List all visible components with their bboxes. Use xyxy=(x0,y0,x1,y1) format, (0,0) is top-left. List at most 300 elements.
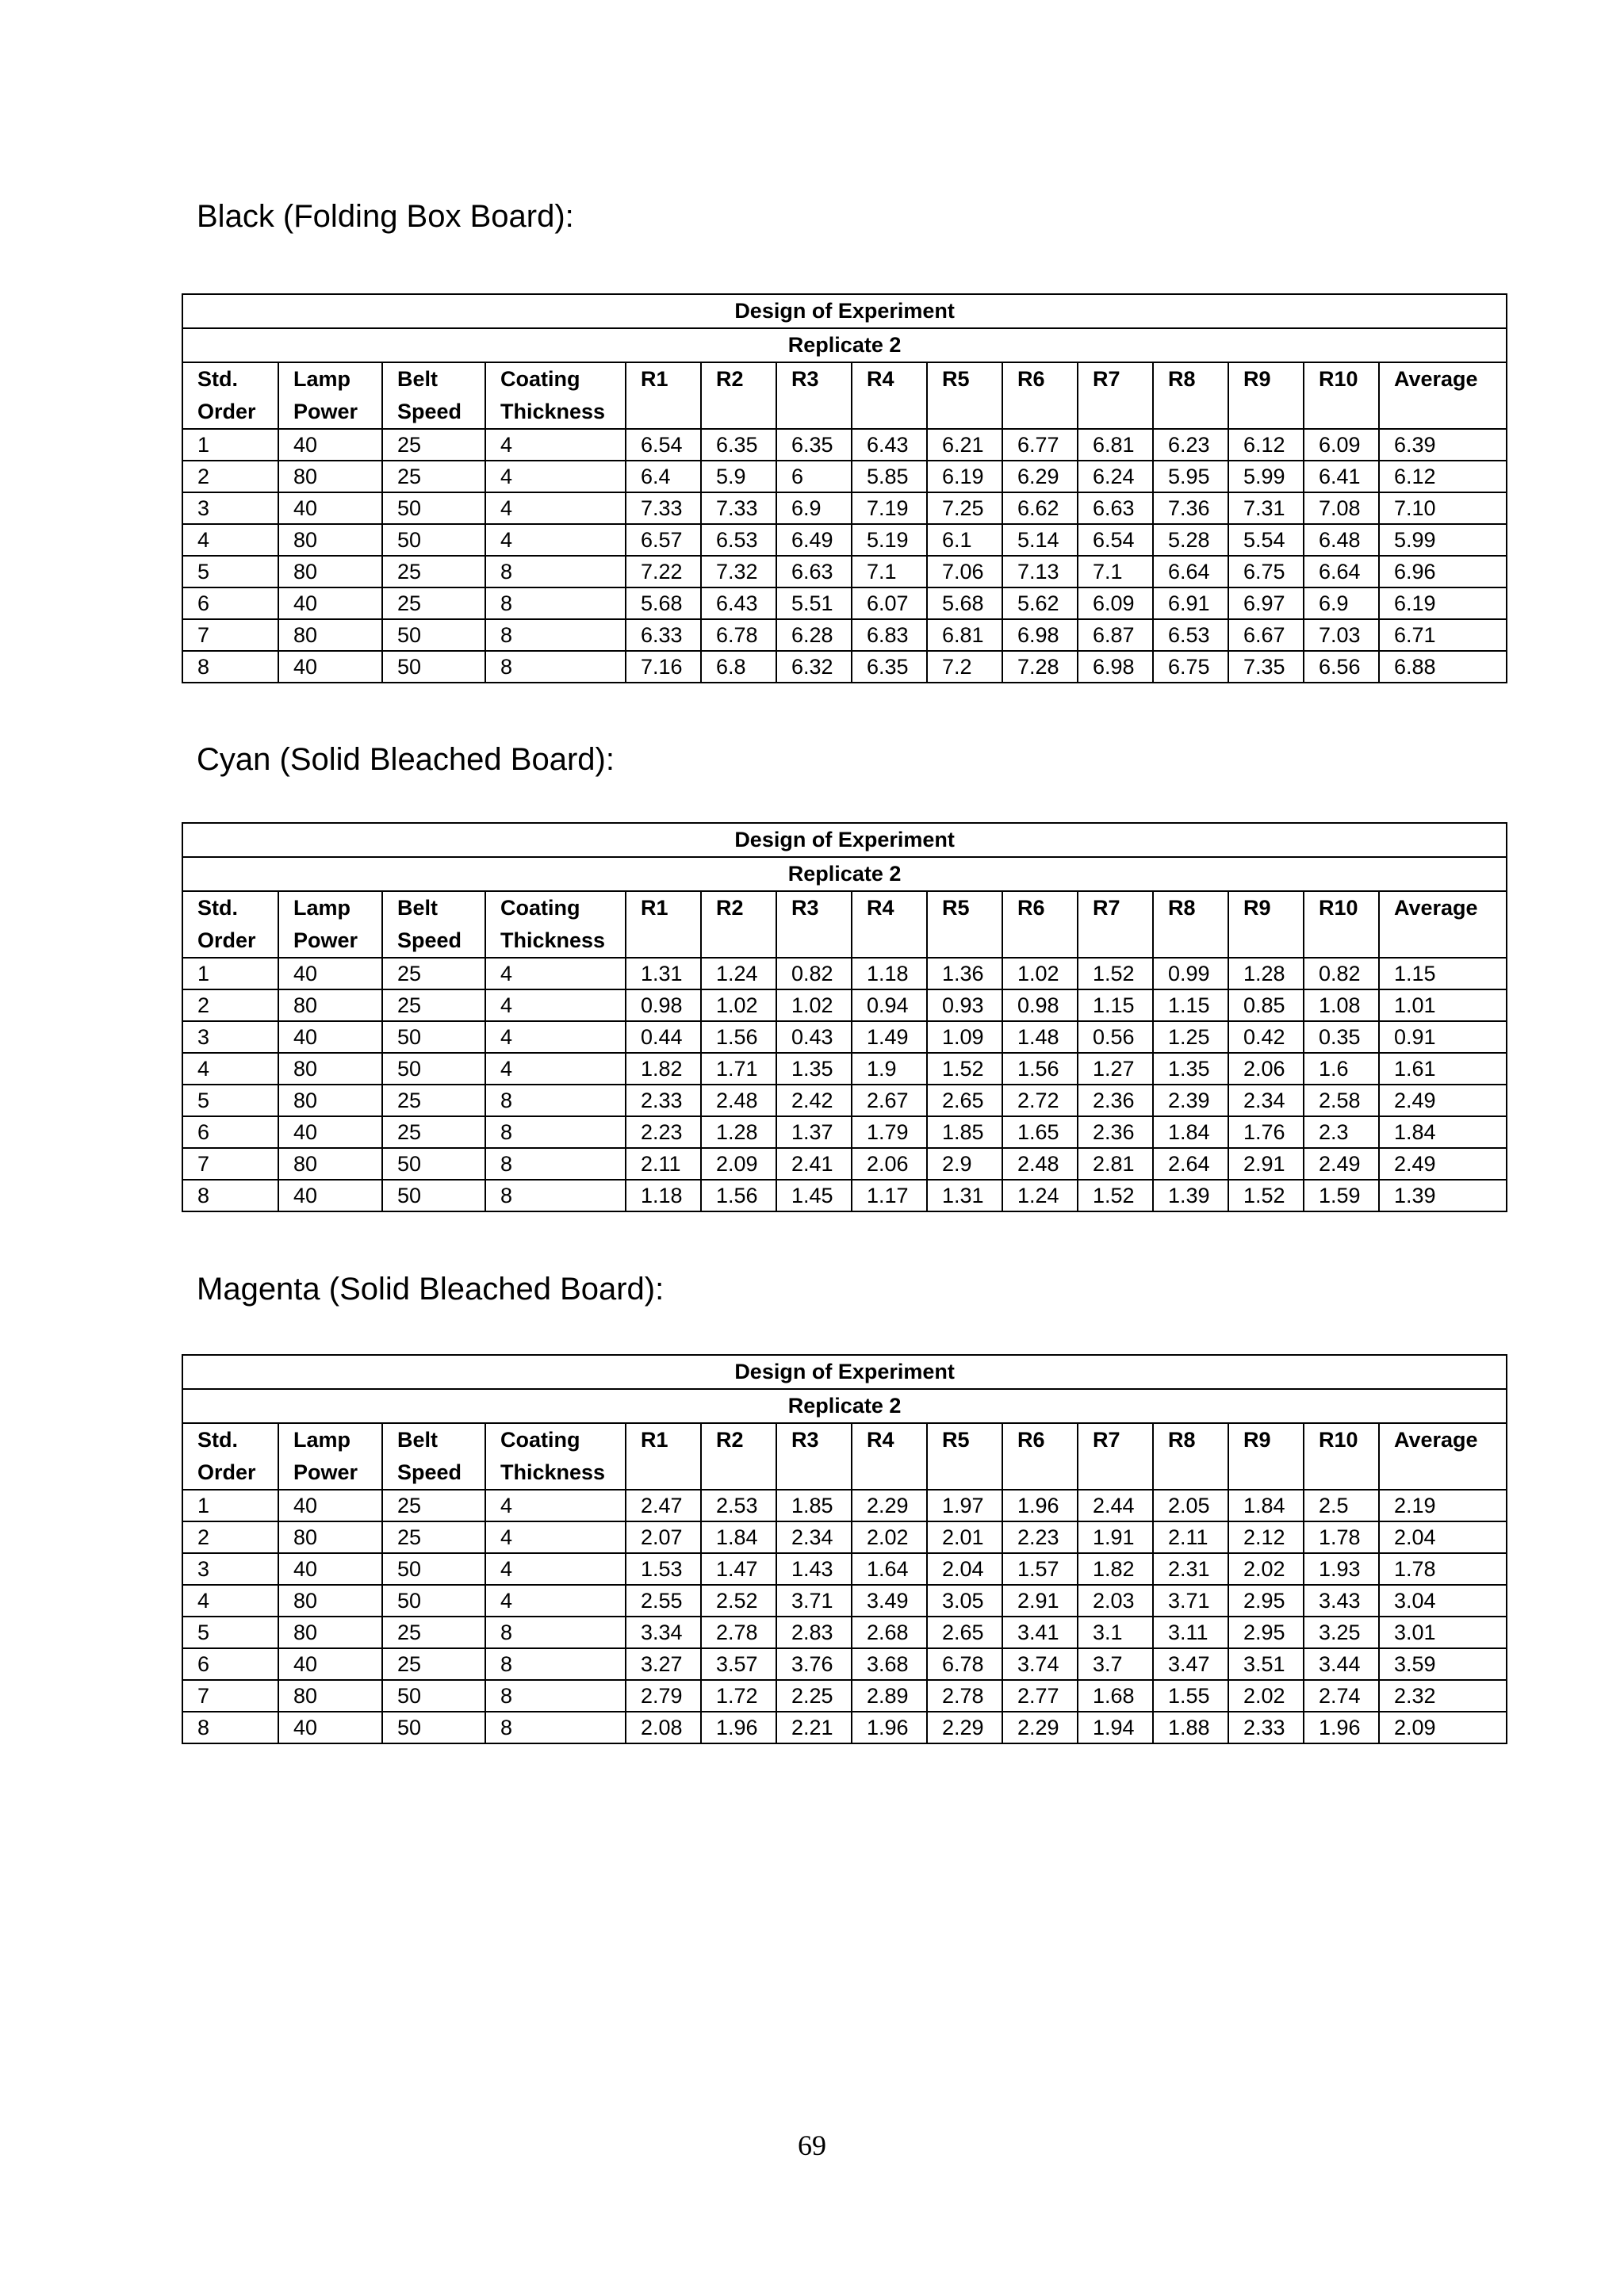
table-cell: 3.59 xyxy=(1379,1648,1507,1680)
table-cell: 1.27 xyxy=(1078,1053,1153,1085)
table-cell: 6.23 xyxy=(1153,429,1228,461)
table-cell: 6.78 xyxy=(701,619,776,651)
table-cell: 2.33 xyxy=(1228,1712,1304,1743)
table-title: Design of Experiment xyxy=(182,294,1507,328)
column-header: Lamp Power xyxy=(278,1423,382,1490)
table-cell: 7 xyxy=(182,1148,278,1180)
table-cell: 40 xyxy=(278,1490,382,1521)
table-cell: 2.9 xyxy=(927,1148,1002,1180)
table-cell: 7.25 xyxy=(927,492,1002,524)
table-cell: 5.62 xyxy=(1002,587,1078,619)
table-cell: 0.35 xyxy=(1304,1021,1379,1053)
table-cell: 1.96 xyxy=(1304,1712,1379,1743)
table-cell: 2.07 xyxy=(626,1521,701,1553)
table-cell: 2.21 xyxy=(776,1712,852,1743)
column-header: Std. Order xyxy=(182,362,278,429)
column-header-row xyxy=(182,362,1507,429)
table-cell: 3.11 xyxy=(1153,1617,1228,1648)
column-header: R7 xyxy=(1078,1423,1153,1490)
table-cell: 5.54 xyxy=(1228,524,1304,556)
column-header: R8 xyxy=(1153,1423,1228,1490)
table-cell: 1.76 xyxy=(1228,1116,1304,1148)
table-cell: 2.02 xyxy=(1228,1553,1304,1585)
table-cell: 1.53 xyxy=(626,1553,701,1585)
table-cell: 1.36 xyxy=(927,958,1002,989)
column-header: R5 xyxy=(927,891,1002,958)
column-header: R3 xyxy=(776,891,852,958)
table-cell: 50 xyxy=(382,1053,485,1085)
table-cell: 0.85 xyxy=(1228,989,1304,1021)
table-cell: 2.11 xyxy=(626,1148,701,1180)
table-cell: 4 xyxy=(182,1053,278,1085)
table-subtitle: Replicate 2 xyxy=(182,857,1507,891)
table-cell: 5 xyxy=(182,556,278,587)
table-cell: 6.19 xyxy=(927,461,1002,492)
table-cell: 8 xyxy=(485,1648,626,1680)
table-cell: 5.85 xyxy=(852,461,927,492)
column-header: R9 xyxy=(1228,1423,1304,1490)
column-header-row xyxy=(182,891,1507,958)
table-cell: 1.01 xyxy=(1379,989,1507,1021)
table-cell: 8 xyxy=(485,1085,626,1116)
table-cell: 2.95 xyxy=(1228,1617,1304,1648)
table-cell: 2.32 xyxy=(1379,1680,1507,1712)
table-cell: 6.75 xyxy=(1153,651,1228,683)
table-cell: 80 xyxy=(278,1585,382,1617)
table-row xyxy=(182,651,1507,683)
table-cell: 2.44 xyxy=(1078,1490,1153,1521)
table-row xyxy=(182,958,1507,989)
table-cell: 0.82 xyxy=(1304,958,1379,989)
table-cell: 3.71 xyxy=(776,1585,852,1617)
table-cell: 8 xyxy=(485,1148,626,1180)
table-cell: 1.52 xyxy=(927,1053,1002,1085)
table-cell: 7.36 xyxy=(1153,492,1228,524)
table-cell: 8 xyxy=(485,556,626,587)
table-cell: 4 xyxy=(485,429,626,461)
table-cell: 1.96 xyxy=(1002,1490,1078,1521)
table-cell: 6.33 xyxy=(626,619,701,651)
table-cell: 6.8 xyxy=(701,651,776,683)
table-cell: 25 xyxy=(382,989,485,1021)
table-cell: 8 xyxy=(182,1180,278,1211)
table-cell: 6.48 xyxy=(1304,524,1379,556)
table-cell: 80 xyxy=(278,989,382,1021)
table-cell: 2.49 xyxy=(1379,1148,1507,1180)
table-cell: 50 xyxy=(382,1021,485,1053)
table-cell: 3.7 xyxy=(1078,1648,1153,1680)
table-cell: 2.83 xyxy=(776,1617,852,1648)
table-cell: 1.28 xyxy=(1228,958,1304,989)
table-cell: 6.81 xyxy=(1078,429,1153,461)
table-row xyxy=(182,1521,1507,1553)
table-cell: 50 xyxy=(382,1553,485,1585)
table-cell: 5 xyxy=(182,1085,278,1116)
table-cell: 1.79 xyxy=(852,1116,927,1148)
table-cell: 2.19 xyxy=(1379,1490,1507,1521)
table-cell: 6 xyxy=(182,1116,278,1148)
table-cell: 6.28 xyxy=(776,619,852,651)
table-cell: 25 xyxy=(382,587,485,619)
table-row xyxy=(182,429,1507,461)
table-cell: 1.85 xyxy=(776,1490,852,1521)
table-cell: 6.87 xyxy=(1078,619,1153,651)
table-cell: 1.68 xyxy=(1078,1680,1153,1712)
table-cell: 6.43 xyxy=(852,429,927,461)
column-header: Coating Thickness xyxy=(485,1423,626,1490)
table-cell: 8 xyxy=(485,1680,626,1712)
table-cell: 6.12 xyxy=(1228,429,1304,461)
table-cell: 1.24 xyxy=(701,958,776,989)
table-cell: 0.82 xyxy=(776,958,852,989)
table-cell: 2.72 xyxy=(1002,1085,1078,1116)
table-cell: 7.13 xyxy=(1002,556,1078,587)
table-cell: 1.56 xyxy=(1002,1053,1078,1085)
table-cell: 40 xyxy=(278,651,382,683)
column-header: R5 xyxy=(927,362,1002,429)
table-row xyxy=(182,1680,1507,1712)
table-cell: 1.56 xyxy=(701,1180,776,1211)
table-cell: 3.43 xyxy=(1304,1585,1379,1617)
table-cell: 0.44 xyxy=(626,1021,701,1053)
column-header: R2 xyxy=(701,362,776,429)
table-cell: 3.01 xyxy=(1379,1617,1507,1648)
table-cell: 2.78 xyxy=(701,1617,776,1648)
table-cell: 1.96 xyxy=(701,1712,776,1743)
table-cell: 2.23 xyxy=(626,1116,701,1148)
table-cell: 6.19 xyxy=(1379,587,1507,619)
table-cell: 2.79 xyxy=(626,1680,701,1712)
table-cell: 6.53 xyxy=(1153,619,1228,651)
table-cell: 2.34 xyxy=(1228,1085,1304,1116)
table-cell: 3 xyxy=(182,492,278,524)
table-cell: 6.24 xyxy=(1078,461,1153,492)
table-cell: 6.54 xyxy=(626,429,701,461)
column-header: R4 xyxy=(852,891,927,958)
table-cell: 2.29 xyxy=(852,1490,927,1521)
column-header: R10 xyxy=(1304,1423,1379,1490)
table-cell: 8 xyxy=(182,651,278,683)
table-cell: 3.04 xyxy=(1379,1585,1507,1617)
table-cell: 8 xyxy=(485,587,626,619)
table-cell: 25 xyxy=(382,461,485,492)
table-cell: 50 xyxy=(382,1712,485,1743)
table-cell: 1.25 xyxy=(1153,1021,1228,1053)
table-cell: 2.03 xyxy=(1078,1585,1153,1617)
table-cell: 4 xyxy=(485,958,626,989)
table-cell: 2.74 xyxy=(1304,1680,1379,1712)
table-cell: 5.9 xyxy=(701,461,776,492)
table-cell: 25 xyxy=(382,429,485,461)
table-cell: 0.99 xyxy=(1153,958,1228,989)
table-cell: 6.9 xyxy=(776,492,852,524)
table-cell: 40 xyxy=(278,958,382,989)
table-cell: 7.08 xyxy=(1304,492,1379,524)
table-cell: 1.64 xyxy=(852,1553,927,1585)
table-cell: 40 xyxy=(278,1180,382,1211)
table-cell: 1.56 xyxy=(701,1021,776,1053)
table-cell: 3 xyxy=(182,1021,278,1053)
table-cell: 25 xyxy=(382,1490,485,1521)
table-cell: 6.35 xyxy=(701,429,776,461)
table-cell: 6.88 xyxy=(1379,651,1507,683)
table-cell: 50 xyxy=(382,651,485,683)
table-cell: 80 xyxy=(278,1617,382,1648)
table-cell: 2.36 xyxy=(1078,1116,1153,1148)
table-cell: 1.9 xyxy=(852,1053,927,1085)
table-cell: 2.55 xyxy=(626,1585,701,1617)
table-cell: 1.15 xyxy=(1379,958,1507,989)
table-cell: 6.1 xyxy=(927,524,1002,556)
table-cell: 1.02 xyxy=(701,989,776,1021)
table-cell: 2.02 xyxy=(852,1521,927,1553)
table-cell: 4 xyxy=(485,1521,626,1553)
table-cell: 2.65 xyxy=(927,1617,1002,1648)
table-cell: 8 xyxy=(485,619,626,651)
table-cell: 7.28 xyxy=(1002,651,1078,683)
table-cell: 2.33 xyxy=(626,1085,701,1116)
table-cell: 7 xyxy=(182,1680,278,1712)
table-title: Design of Experiment xyxy=(182,1355,1507,1389)
column-header: R2 xyxy=(701,891,776,958)
table-row xyxy=(182,1053,1507,1085)
column-header: R1 xyxy=(626,891,701,958)
table-cell: 3.05 xyxy=(927,1585,1002,1617)
table-cell: 50 xyxy=(382,524,485,556)
table-cell: 6.43 xyxy=(701,587,776,619)
table-cell: 6.35 xyxy=(852,651,927,683)
table-cell: 2.91 xyxy=(1228,1148,1304,1180)
column-header: R9 xyxy=(1228,891,1304,958)
table-cell: 25 xyxy=(382,958,485,989)
table-cell: 80 xyxy=(278,461,382,492)
table-cell: 3.34 xyxy=(626,1617,701,1648)
table-cell: 4 xyxy=(182,1585,278,1617)
table-cell: 2.48 xyxy=(701,1085,776,1116)
table-cell: 4 xyxy=(485,461,626,492)
table-cell: 6.4 xyxy=(626,461,701,492)
table-cell: 1.39 xyxy=(1379,1180,1507,1211)
table-cell: 80 xyxy=(278,1521,382,1553)
table-cell: 6.64 xyxy=(1153,556,1228,587)
table-cell: 1.59 xyxy=(1304,1180,1379,1211)
table-cell: 1.15 xyxy=(1153,989,1228,1021)
table-cell: 3.44 xyxy=(1304,1648,1379,1680)
table-cell: 4 xyxy=(485,1053,626,1085)
table-cell: 7.35 xyxy=(1228,651,1304,683)
table-cell: 7 xyxy=(182,619,278,651)
table-cell: 3.49 xyxy=(852,1585,927,1617)
table-subtitle: Replicate 2 xyxy=(182,328,1507,362)
table-cell: 50 xyxy=(382,619,485,651)
table-cell: 6.29 xyxy=(1002,461,1078,492)
table-cell: 1.47 xyxy=(701,1553,776,1585)
table-cell: 6.21 xyxy=(927,429,1002,461)
table-cell: 6 xyxy=(182,587,278,619)
table-cell: 2.09 xyxy=(1379,1712,1507,1743)
table-cell: 25 xyxy=(382,1116,485,1148)
table-cell: 2.42 xyxy=(776,1085,852,1116)
table-cell: 3.27 xyxy=(626,1648,701,1680)
table-cell: 1.6 xyxy=(1304,1053,1379,1085)
table-cell: 1.96 xyxy=(852,1712,927,1743)
table-row xyxy=(182,1180,1507,1211)
table-cell: 7.32 xyxy=(701,556,776,587)
table-cell: 2.95 xyxy=(1228,1585,1304,1617)
table-cell: 1.84 xyxy=(1228,1490,1304,1521)
table-cell: 6.9 xyxy=(1304,587,1379,619)
column-header: Std. Order xyxy=(182,1423,278,1490)
table-cell: 1.31 xyxy=(626,958,701,989)
table-cell: 1.52 xyxy=(1078,1180,1153,1211)
table-cell: 2 xyxy=(182,989,278,1021)
column-header: R4 xyxy=(852,1423,927,1490)
table-cell: 1.48 xyxy=(1002,1021,1078,1053)
column-header: Belt Speed xyxy=(382,891,485,958)
table-cell: 1.17 xyxy=(852,1180,927,1211)
table-cell: 2.05 xyxy=(1153,1490,1228,1521)
column-header: R8 xyxy=(1153,362,1228,429)
table-cell: 6.91 xyxy=(1153,587,1228,619)
table-cell: 6.97 xyxy=(1228,587,1304,619)
table-cell: 2.48 xyxy=(1002,1148,1078,1180)
table-cell: 3.57 xyxy=(701,1648,776,1680)
table-cell: 2.49 xyxy=(1304,1148,1379,1180)
table-cell: 1.94 xyxy=(1078,1712,1153,1743)
table-cell: 6.57 xyxy=(626,524,701,556)
column-header: R6 xyxy=(1002,1423,1078,1490)
table-title: Design of Experiment xyxy=(182,823,1507,857)
table-cell: 4 xyxy=(485,492,626,524)
table-cell: 1.84 xyxy=(1153,1116,1228,1148)
table-cell: 25 xyxy=(382,1617,485,1648)
table-row xyxy=(182,492,1507,524)
table-cell: 2 xyxy=(182,1521,278,1553)
column-header: Belt Speed xyxy=(382,1423,485,1490)
table-cell: 2.53 xyxy=(701,1490,776,1521)
table-cell: 7.16 xyxy=(626,651,701,683)
table-cell: 7.1 xyxy=(852,556,927,587)
table-row xyxy=(182,989,1507,1021)
table-cell: 2.11 xyxy=(1153,1521,1228,1553)
table-cell: 6.41 xyxy=(1304,461,1379,492)
table-cell: 7.22 xyxy=(626,556,701,587)
column-header: Average xyxy=(1379,362,1507,429)
table-cell: 1.88 xyxy=(1153,1712,1228,1743)
table-cell: 3.68 xyxy=(852,1648,927,1680)
table-cell: 4 xyxy=(485,1490,626,1521)
table-cell: 2.78 xyxy=(927,1680,1002,1712)
table-cell: 7.19 xyxy=(852,492,927,524)
table-row xyxy=(182,1021,1507,1053)
table-cell: 6.53 xyxy=(701,524,776,556)
column-header: R2 xyxy=(701,1423,776,1490)
column-header: R6 xyxy=(1002,362,1078,429)
table-cell: 1.61 xyxy=(1379,1053,1507,1085)
column-header: Average xyxy=(1379,1423,1507,1490)
column-header: R3 xyxy=(776,1423,852,1490)
column-header: Belt Speed xyxy=(382,362,485,429)
table-cell: 6.75 xyxy=(1228,556,1304,587)
table-cell: 6.49 xyxy=(776,524,852,556)
column-header: Lamp Power xyxy=(278,362,382,429)
table-cell: 1.49 xyxy=(852,1021,927,1053)
table-row xyxy=(182,1712,1507,1743)
doe-table-cyan xyxy=(182,822,1507,1212)
table-cell: 25 xyxy=(382,1085,485,1116)
table-cell: 6.39 xyxy=(1379,429,1507,461)
section-title-cyan: Cyan (Solid Bleached Board): xyxy=(197,742,615,777)
table-cell: 1.52 xyxy=(1078,958,1153,989)
table-cell: 1 xyxy=(182,958,278,989)
table-cell: 5.14 xyxy=(1002,524,1078,556)
column-header: R8 xyxy=(1153,891,1228,958)
table-cell: 1.09 xyxy=(927,1021,1002,1053)
table-cell: 5.68 xyxy=(927,587,1002,619)
table-cell: 6.35 xyxy=(776,429,852,461)
table-cell: 2.91 xyxy=(1002,1585,1078,1617)
column-header-row xyxy=(182,1423,1507,1490)
table-cell: 3.76 xyxy=(776,1648,852,1680)
table-cell: 2.5 xyxy=(1304,1490,1379,1521)
column-header: R7 xyxy=(1078,362,1153,429)
table-cell: 80 xyxy=(278,524,382,556)
table-cell: 3.47 xyxy=(1153,1648,1228,1680)
table-cell: 6.09 xyxy=(1304,429,1379,461)
table-cell: 6.67 xyxy=(1228,619,1304,651)
table-cell: 1.18 xyxy=(852,958,927,989)
table-cell: 7.03 xyxy=(1304,619,1379,651)
table-cell: 1.39 xyxy=(1153,1180,1228,1211)
table-cell: 2.08 xyxy=(626,1712,701,1743)
table-cell: 2.67 xyxy=(852,1085,927,1116)
table-row xyxy=(182,1585,1507,1617)
table-cell: 1.78 xyxy=(1379,1553,1507,1585)
table-cell: 1.02 xyxy=(776,989,852,1021)
table-cell: 6.32 xyxy=(776,651,852,683)
table-row xyxy=(182,1116,1507,1148)
table-cell: 3.1 xyxy=(1078,1617,1153,1648)
column-header: Lamp Power xyxy=(278,891,382,958)
table-cell: 80 xyxy=(278,619,382,651)
table-cell: 1.24 xyxy=(1002,1180,1078,1211)
table-cell: 2.09 xyxy=(701,1148,776,1180)
section-title-black: Black (Folding Box Board): xyxy=(197,199,574,234)
table-cell: 50 xyxy=(382,1148,485,1180)
section-title-magenta: Magenta (Solid Bleached Board): xyxy=(197,1272,665,1307)
table-cell: 2.52 xyxy=(701,1585,776,1617)
table-cell: 5.51 xyxy=(776,587,852,619)
table-cell: 1.35 xyxy=(776,1053,852,1085)
table-cell: 25 xyxy=(382,1521,485,1553)
table-cell: 7.33 xyxy=(626,492,701,524)
table-cell: 2.41 xyxy=(776,1148,852,1180)
table-cell: 4 xyxy=(485,524,626,556)
table-row xyxy=(182,619,1507,651)
table-cell: 2.36 xyxy=(1078,1085,1153,1116)
table-cell: 3.25 xyxy=(1304,1617,1379,1648)
table-cell: 2.04 xyxy=(1379,1521,1507,1553)
table-row xyxy=(182,1553,1507,1585)
column-header: Coating Thickness xyxy=(485,891,626,958)
table-cell: 3.41 xyxy=(1002,1617,1078,1648)
table-cell: 40 xyxy=(278,1021,382,1053)
table-cell: 1.55 xyxy=(1153,1680,1228,1712)
table-cell: 2.68 xyxy=(852,1617,927,1648)
table-cell: 1.31 xyxy=(927,1180,1002,1211)
table-cell: 2.3 xyxy=(1304,1116,1379,1148)
table-cell: 1.85 xyxy=(927,1116,1002,1148)
